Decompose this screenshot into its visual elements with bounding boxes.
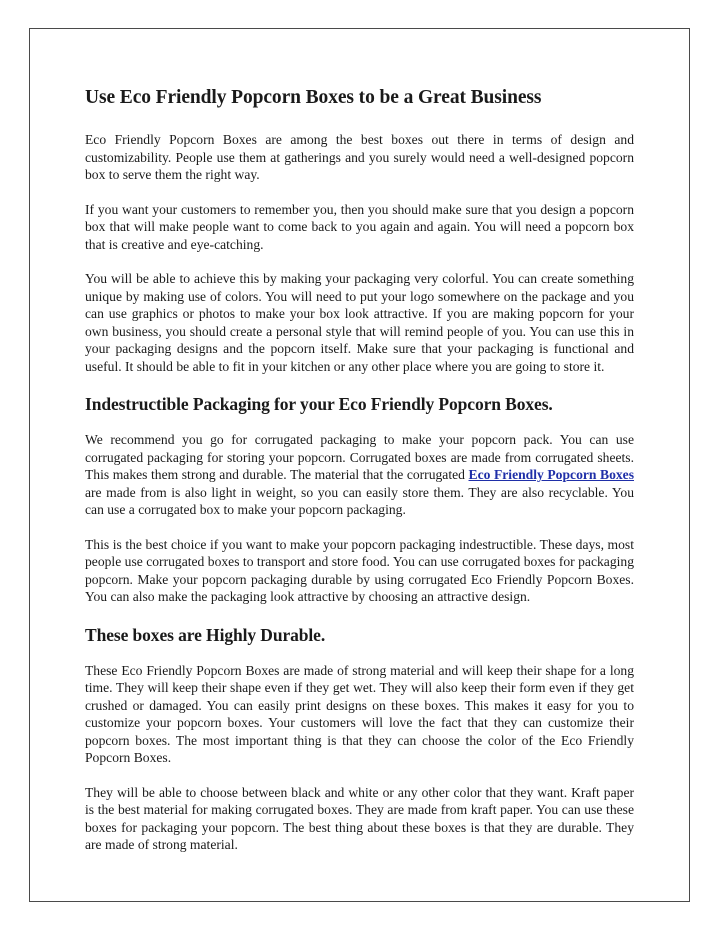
document-body — [85, 86, 634, 871]
paragraph-strong-material: These Eco Friendly Popcorn Boxes are made of strong material and will keep their shape for a long time. They will keep their shape even if they get wet. They will also keep their form even if they get crushed or damaged. You can easily print designs on these boxes. This makes it easy for you to customize your popcorn boxes. Your customers will love the fact that they can customize their popcorn boxes. The most important thing is that they can choose the color of the Eco Friendly Popcorn Boxes. — [85, 662, 634, 765]
paragraph-corrugated-text-before: We recommend you go for corrugated packaging to make your popcorn pack. You can use corrugated packaging for storing your popcorn. Corrugated boxes are made from corrugated sheets. This makes them strong and durable. The material that the corrugated — [85, 432, 634, 482]
paragraph-remember: If you want your customers to remember you, then you should make sure that you design a popcorn box that will make people want to come back to you again and again. You will need a popcorn box that is creative and eye-catching. — [85, 201, 634, 252]
section-heading-durable: These boxes are Highly Durable. — [85, 624, 326, 645]
paragraph-corrugated-text-after: are made from is also light in weight, so you can easily store them. They are also recyclable. You can use a corrugated box to make your popcorn packaging. — [85, 484, 634, 517]
paragraph-kraft-paper: They will be able to choose between black and white or any other color that they want. Kraft paper is the best material for making corrugated boxes. They are made from kraft paper. You can use these boxes for packaging your popcorn. The best thing about these boxes is that they are durable. They are made of strong material. — [85, 784, 634, 852]
document-title: Use Eco Friendly Popcorn Boxes to be a Great Business — [85, 87, 542, 108]
paragraph-colorful: You will be able to achieve this by making your packaging very colorful. You can create something unique by making use of colors. You will need to put your logo somewhere on the package and you can use graphics or photos to make your box look attractive. If you are making popcorn for your own business, you should create a personal style that will remind people of you. You can use this in your packaging designs and the popcorn itself. Make sure that your packaging is functional and useful. It should be able to fit in your kitchen or any other place where you are going to store it. — [85, 271, 634, 374]
section-heading-indestructible: Indestructible Packaging for your Eco Friendly Popcorn Boxes. — [85, 394, 553, 414]
eco-friendly-popcorn-boxes-link[interactable]: Eco Friendly Popcorn Boxes — [468, 467, 634, 482]
paragraph-intro: Eco Friendly Popcorn Boxes are among the best boxes out there in terms of design and customizability. People use them at gatherings and you surely would need a well-designed popcorn box to serve them the right way. — [85, 132, 634, 182]
paragraph-corrugated — [85, 431, 634, 519]
paragraph-best-choice: This is the best choice if you want to make your popcorn packaging indestructible. These days, most people use corrugated boxes to transport and store food. You can use corrugated boxes for packaging popcorn. Make your popcorn packaging durable by using corrugated Eco Friendly Popcorn Boxes. You can also make the packaging look attractive by choosing an attractive design. — [85, 536, 634, 604]
